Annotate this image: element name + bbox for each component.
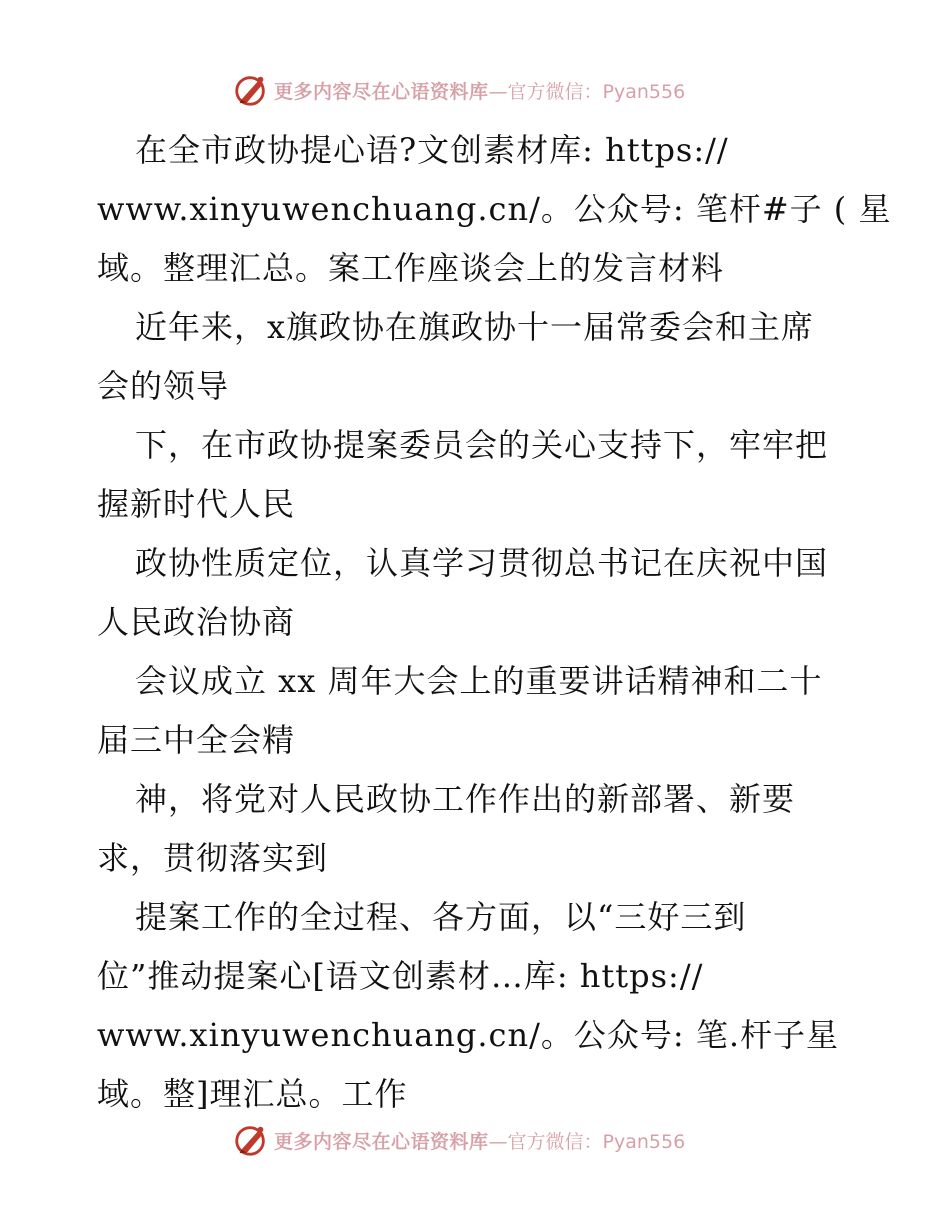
- text-line: 人民政治协商: [97, 603, 296, 641]
- text-line: 下，在市政协提案委员会的关心支持下，牢牢把: [135, 426, 829, 464]
- text-line: www.xinyuwenchuang.cn/。公众号: 笔杆#子 ( 星: [97, 190, 892, 228]
- footer-banner-text: 更多内容尽在心语资料库: [274, 1130, 489, 1153]
- text-line: www.xinyuwenchuang.cn/。公众号: 笔.杆子星: [97, 1016, 839, 1054]
- header-banner: [232, 70, 685, 110]
- header-contact-text: —官方微信：Pyan556: [488, 80, 686, 103]
- text-line: 届三中全会精: [97, 721, 296, 759]
- pen-logo-icon: [232, 71, 270, 109]
- text-line: 会的领导: [97, 367, 230, 405]
- text-line: 近年来，x旗政协在旗政协十一届常委会和主席: [135, 308, 815, 346]
- text-line: 位”推动提案心[语文创素材…库: https://: [97, 957, 704, 995]
- document-body: [97, 121, 892, 1124]
- text-line: 在全市政协提心语?文创素材库: https://: [135, 131, 729, 169]
- footer-contact-text: —官方微信：Pyan556: [488, 1130, 686, 1153]
- text-line: 域。整理汇总。案工作座谈会上的发言材料: [97, 249, 725, 287]
- text-line: 会议成立 xx 周年大会上的重要讲话精神和二十: [135, 662, 823, 700]
- text-line: 政协性质定位，认真学习贯彻总书记在庆祝中国: [135, 544, 829, 582]
- pen-logo-icon: [232, 1121, 270, 1159]
- text-line: 域。整]理汇总。工作: [97, 1075, 408, 1113]
- text-line: 握新时代人民: [97, 485, 296, 523]
- text-line: 求，贯彻落实到: [97, 839, 329, 877]
- footer-banner: [232, 1120, 685, 1160]
- header-banner-text: 更多内容尽在心语资料库: [274, 80, 489, 103]
- text-line: 提案工作的全过程、各方面，以“三好三到: [135, 898, 747, 936]
- text-line: 神，将党对人民政协工作作出的新部署、新要: [135, 780, 796, 818]
